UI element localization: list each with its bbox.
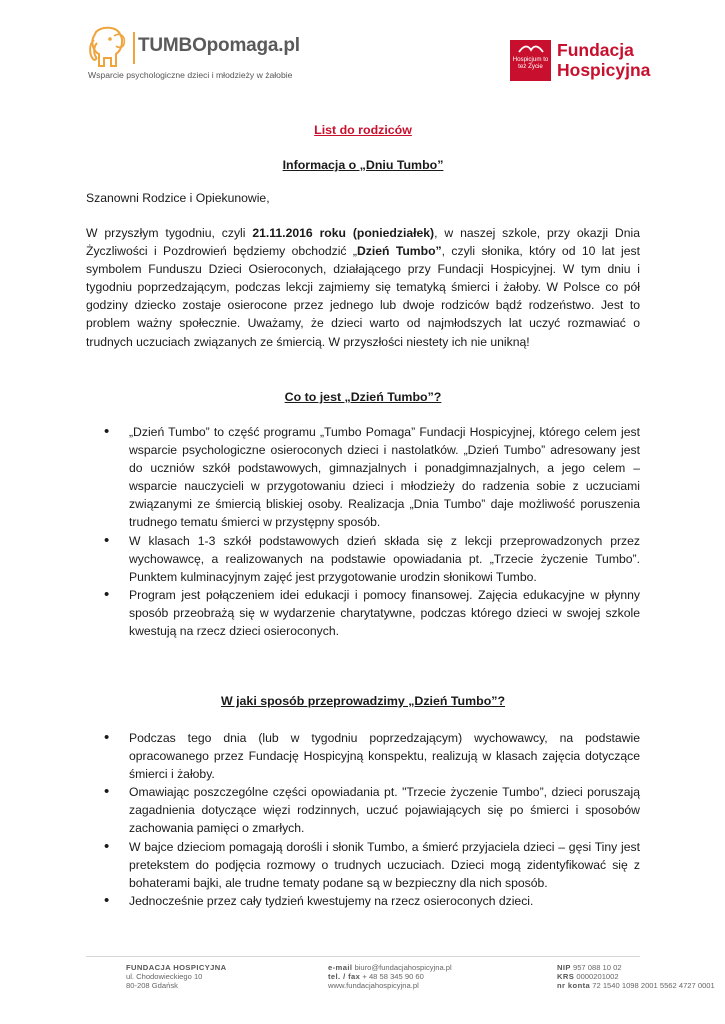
footer-nip-label: NIP [557, 963, 571, 972]
foundation-name [557, 40, 650, 80]
section2-heading: W jaki sposób przeprowadzimy „Dzień Tumbo”? [220, 694, 506, 708]
footer-tel-label: tel. / fax [328, 972, 361, 981]
footer-krs-label: KRS [557, 972, 575, 981]
foundation-logo [510, 40, 670, 86]
list-item: • Program jest połączeniem idei edukacji i pomocy finansowej. Zajęcia edukacyjne w płynny sposób przeobrażą się w wydarzenie charytatywne, podczas którego dzieci w swojej szkole kwestują na rzecz dzieci osieroconych. [104, 586, 640, 640]
list-item: • Jednocześnie przez cały tydzień kwestujemy na rzecz osieroconych dzieci. [104, 892, 640, 910]
footer-address-line1: ul. Chodowieckiego 10 [126, 972, 203, 981]
list-item: • Podczas tego dnia (lub w tygodniu poprzedzającym) wychowawcy, na podstawie opracowanego przez Fundację Hospicyjną konspektu, realizują w klasach zajęcia dotyczące śmierci i żałoby. [104, 729, 640, 783]
foundation-name-line2: Hospicyjna [557, 60, 651, 80]
footer-website[interactable]: www.fundacjahospicyjna.pl [328, 981, 419, 990]
intro-paragraph [86, 224, 640, 351]
brand-tagline: Wsparcie psychologiczne dzieci i młodzieży w żałobie [88, 70, 293, 80]
footer-email-label: e-mail [328, 963, 353, 972]
tumbo-logo [88, 26, 300, 88]
footer-address-line2: 80-208 Gdańsk [126, 981, 178, 990]
footer-tel: + 48 58 345 90 60 [362, 972, 424, 981]
footer-account: 72 1540 1098 2001 5562 4727 0001 [592, 981, 715, 990]
intro-day-name: Dzień Tumbo” [356, 244, 442, 259]
list-item: • Omawiając poszczególne części opowiadania pt. "Trzecie życzenie Tumbo”, dzieci poruszają zagadnienia dotyczące więzi rodzinnych, uczuć pojawiających się po śmierci i sposobów zachowania pamięci o zmarłych. [104, 783, 640, 837]
list-item: • „Dzień Tumbo” to część programu „Tumbo Pomaga” Fundacji Hospicyjnej, którego celem jest wsparcie psychologiczne osieroconych dzieci i nastolatków. „Dzień Tumbo” adresowany jest do uczniów szkół podstawowych, gimnazjalnych i ponadgimnazjalnych, a jego celem – wsparcie nauczycieli w przygotowaniu dzieci i młodzieży do radzenia sobie z uczuciami związanymi ze śmiercią bliskiej osoby. Realizacja „Dnia Tumbo” daje możliwość poruszenia trudnego tematu śmierci w przystępny sposób. [104, 423, 640, 532]
list-item: • W bajce dzieciom pomagają dorośli i słonik Tumbo, a śmierć przyjaciela dzieci – gęsi Tiny jest pretekstem do podjęcia rozmowy o trudnych uczuciach. Dzieci mogą zidentyfikować się z bohaterami bajki, ale trudne tematy podane są w bezpieczny dla nich sposób. [104, 838, 640, 892]
page-title: List do rodziców [314, 123, 412, 137]
intro-middle: , w naszej szkole, przy okazji Dnia Życzliwości i Pozdrowień będziemy obchodzić „ [86, 226, 640, 259]
footer-address [126, 963, 227, 990]
footer-org-name: FUNDACJA HOSPICYJNA [126, 963, 227, 972]
logo-divider [133, 32, 135, 64]
footer-divider [86, 956, 640, 957]
footer-krs: 0000201002 [576, 972, 619, 981]
foundation-name-line1: Fundacja [557, 40, 634, 60]
intro-before-date: W przyszłym tygodniu, czyli [86, 226, 253, 240]
foundation-badge: Hospicjum to też Życie [510, 40, 551, 81]
footer-registry [557, 963, 715, 990]
page-subtitle: Informacja o „Dniu Tumbo” [282, 158, 444, 172]
footer-email[interactable]: biuro@fundacjahospicyjna.pl [354, 963, 452, 972]
footer-contact [328, 963, 452, 990]
intro-rest: , czyli słonika, który od 10 lat jest symbolem Funduszu Dzieci Osieroconych, działającego przy Fundacji Hospicyjnej. W tym dniu i tygodniu poprzedzającym, podczas lekcji zajmiemy się tematyką śmierci i żałoby. W Polsce co pół godziny dziecko zostaje osierocone przez jednego lub dwoje rodziców bądź rodzeństwo. Jest to problem ważny społecznie. Uważamy, że dzieci warto od najmłodszych lat uczyć rozmawiać o trudnych uczuciach związanych ze śmiercią. W przyszłości niestety ich nie unikną! [86, 244, 640, 349]
heart-wave-icon [518, 43, 544, 55]
footer-nip: 957 088 10 02 [572, 963, 622, 972]
section2-list [104, 729, 640, 910]
section1-heading: Co to jest „Dzień Tumbo”? [284, 390, 442, 404]
intro-date: 21.11.2016 roku (poniedziałek) [252, 226, 435, 240]
list-item: • W klasach 1-3 szkół podstawowych dzień składa się z lekcji przeprowadzonych przez wychowawcę, a realizowanych na podstawie opowiadania pt. „Trzecie życzenie Tumbo”. Punktem kulminacyjnym zajęć jest przygotowanie urodzin słonikowi Tumbo. [104, 532, 640, 586]
brand-name: TUMBOpomaga.pl [138, 35, 300, 56]
footer-account-label: nr konta [557, 981, 591, 990]
greeting: Szanowni Rodzice i Opiekunowie, [86, 191, 270, 205]
elephant-icon [88, 26, 130, 74]
section1-list [104, 423, 640, 640]
